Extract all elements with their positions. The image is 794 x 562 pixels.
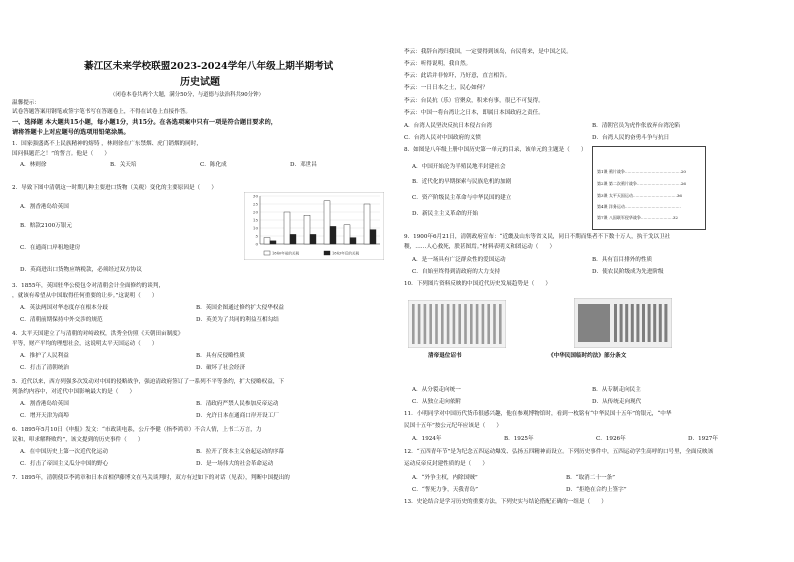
q11-stem-2: 民国十五年”按公元纪年应该是（ ）	[404, 423, 502, 429]
bar	[324, 201, 330, 244]
q5-stem-1: 5．近代以来，西方列强多次发动对中国的侵略战争，强迫清政府签订了一系列不平等条约，扩大侵略权益，下	[12, 379, 285, 385]
q4-stem-2: 平等，财产平均的理想社会，这说明太平天国运动（ ）	[12, 341, 158, 347]
constitution-text-column	[631, 304, 634, 342]
y-tick-label: 0	[255, 241, 258, 247]
q1-options	[20, 161, 380, 171]
q10-option-d[interactable]: D．从传统走向现代	[592, 399, 642, 405]
q8-option-c[interactable]: C．资产阶级民主革命与中华民国的建立	[412, 195, 512, 201]
bar	[270, 241, 276, 244]
q6-option-b[interactable]: B．拉开了资本主义奋起运动的序幕	[196, 449, 285, 455]
constitution-text-column	[620, 304, 623, 342]
dialogue-line-1: 李云：我辞台湾归我国，一定要得到该岛，台民将来，是中国之民。	[404, 49, 572, 55]
edict-text-column	[458, 304, 461, 344]
q10-option-b[interactable]: B．从专制走向民主	[592, 387, 641, 393]
dialogue-line-2: 李云：听得说明，我自然。	[404, 61, 472, 67]
bar	[284, 212, 290, 244]
q3-option-a[interactable]: A．英法两国对华态度存在根本分歧	[20, 305, 108, 311]
constitution-text-column	[659, 304, 662, 342]
tips-label: 温馨提示：	[12, 100, 40, 106]
q12-option-a[interactable]: A．“外争主权，内除国贼”	[412, 475, 478, 481]
q4-option-c[interactable]: C．打击了清朝统治	[20, 365, 70, 371]
q1-option-b[interactable]: B．关天培	[110, 162, 137, 168]
edict-text-column	[424, 304, 427, 344]
q8-option-a[interactable]: A．中国开始沦为半殖民地半封建社会	[412, 164, 506, 170]
dialogue-option-a[interactable]: A．台湾人民坚决反抗日本侵占台湾	[404, 123, 492, 129]
dialogue-line-6: 李云：中国一将台湾让之日本，即属日本国政府之责任。	[404, 110, 544, 116]
tariff-bar-chart	[244, 192, 384, 260]
constitution-text-column	[653, 304, 656, 342]
q13-stem: 13．史论结合是学习历史的重要方法，下列史实与结论搭配正确的一组是（ ）	[404, 499, 607, 505]
q11-stem-1: 11．小明同学对中国历代货币很感兴趣，他在参观博物馆时，看到一枚铭有“中华民国十五年”的银元，“中华	[404, 411, 672, 417]
toc-row: 第4课 洋务运动……………………………………	[597, 204, 681, 209]
q9-stem-1: 9．1900年6月21日，清朝政府宣布：“近畿及山东等省义民，同日不期而集者不下数十万人，执干戈以卫社	[404, 234, 671, 240]
edict-text-column	[429, 304, 432, 344]
constitution-cover	[578, 304, 610, 342]
edict-text-column	[418, 304, 421, 344]
q3-stem-1: 3．1855年，英国驻华公使包令对清朝会计全面修约的谈判，	[12, 283, 165, 289]
q11-option-b[interactable]: B．1925年	[504, 436, 534, 442]
q5-option-c[interactable]: C．增开天津为商埠	[20, 413, 70, 419]
q1-option-c[interactable]: C．陈化成	[200, 162, 227, 168]
y-tick-label: 5	[255, 233, 258, 239]
q2-stem: 2．导致下图中清朝这一时期几种主要进口货物（关税）变化的主要原因是（ ）	[12, 185, 217, 191]
image-caption-constitution: 《中华民国临时约法》部分条文	[548, 353, 627, 359]
edict-text-column	[476, 304, 479, 344]
q4-option-a[interactable]: A．推护了人民利益	[20, 353, 69, 359]
edict-text-column	[447, 304, 450, 344]
bar	[330, 226, 336, 244]
dialogue-option-d[interactable]: D．台湾人民的奋勇斗争与抗日	[592, 135, 670, 141]
bar	[350, 238, 356, 244]
q3-stem-2: ，就该有希望从中国取得任何重要的让步。”这说明（ ）	[12, 293, 158, 299]
y-tick-label: 10	[252, 225, 258, 231]
constitution-text-column	[625, 304, 628, 342]
q10-option-c[interactable]: C．从独立走向依附	[412, 399, 462, 405]
legend-swatch	[324, 251, 330, 255]
constitution-text-column	[664, 304, 667, 342]
q1-stem-1: 1．国家强盛离不上民族精神的熔铸 ，林则徐在广东禁烟、虎门销烟的同时，	[12, 141, 202, 147]
abdication-edict-image	[408, 300, 506, 348]
y-tick-label: 25	[252, 201, 258, 207]
dialogue-line-4: 李云：一日日本之土，民心如何？	[404, 85, 488, 91]
q9-stem-2: 稷，……人心救死，朕甚图焉。”材料表明义和团运动（ ）	[404, 244, 556, 250]
edict-text-column	[412, 304, 415, 344]
q5-option-d[interactable]: D．允许日本在通商口岸开设工厂	[196, 413, 279, 419]
q6-option-a[interactable]: A．在中国历史上第一次近代化运动	[20, 449, 108, 455]
table-of-contents-image	[592, 146, 706, 230]
edict-text-column	[453, 304, 456, 344]
q9-option-c[interactable]: C．自始至终得到清政府的大力支持	[412, 269, 501, 275]
q11-options	[412, 435, 782, 445]
q2-option-a[interactable]: A．割香港岛给英国	[20, 204, 69, 210]
q12-stem-1: 12．“五四青年节”是为纪念五四运动爆发、弘扬五四精神而设立。下列历史事件中，五四运动学生高呼的口号里，全面反映该	[404, 449, 714, 455]
q5-stem-2: 列条约内容中，对近代中国影响最大的是（ ）	[12, 389, 136, 395]
constitution-text-column	[642, 304, 645, 342]
edict-text-column	[464, 304, 467, 344]
legend-label: 1843年后的关税	[332, 251, 360, 256]
bar	[264, 238, 270, 244]
q8-stem: 8．如图是八年级上册中国历史第一单元的目录，该单元的主题是（ ）	[404, 147, 587, 153]
bar	[364, 204, 370, 244]
edict-text-column	[435, 304, 438, 344]
section1-heading: 一、选择题 本大题共15小题，每小题1分，共15分。在各选项案中只有一项是符合题目要求的，	[12, 119, 277, 126]
q1-option-a[interactable]: A．林则徐	[20, 162, 47, 168]
edict-text-column	[482, 304, 485, 344]
provisional-constitution-image	[574, 298, 672, 348]
edict-text-column	[470, 304, 473, 344]
constitution-text-column	[636, 304, 639, 342]
q3-option-b[interactable]: B．英国企图通过修约扩大侵华权益	[196, 305, 285, 311]
q11-option-a[interactable]: A．1924年	[412, 436, 442, 442]
q5-option-a[interactable]: A．割香港岛给英国	[20, 401, 69, 407]
bar	[310, 234, 316, 244]
q10-stem: 10．下列图片资料反映的中国近代历史发展趋势是（ ）	[404, 281, 551, 287]
y-tick-label: 30	[252, 193, 258, 199]
q1-option-d[interactable]: D．邓世昌	[290, 162, 317, 168]
image-caption-edict: 清帝退位诏书	[428, 353, 462, 359]
edict-text-column	[487, 304, 490, 344]
q9-option-b[interactable]: B．具有盲目排外的性质	[592, 257, 653, 263]
y-tick-label: 20	[252, 209, 258, 215]
edict-text-column	[493, 304, 496, 344]
q2-option-c[interactable]: C．在通商口岸租地建房	[20, 245, 81, 251]
legend-swatch	[264, 251, 270, 255]
dialogue-line-3: 李云：此话并非惊吓，乃好意，直言相告。	[404, 73, 511, 79]
constitution-text-column	[614, 304, 617, 342]
q6-stem-2: 议和，叩求解释败约”，该文提到的历史事件（ ）	[12, 437, 144, 443]
toc-row: 第2课 第二次鸦片战争……………………………26	[597, 181, 686, 186]
q4-option-d[interactable]: D．破坏了社会经济	[196, 365, 246, 371]
chart-frame	[244, 192, 384, 260]
dialogue-option-c[interactable]: C．台湾人民对中国政府的义愤	[404, 135, 481, 141]
dialogue-option-b[interactable]: B．清朝官员为虎作伥放弃台湾沦陷	[592, 123, 681, 129]
q12-option-d[interactable]: D．“拒绝在合约上签字”	[566, 487, 627, 493]
tips-text: 试卷答题答案用钢笔或签字笔书写在答题卷上，不得在试卷上直接作答。	[12, 109, 192, 115]
q6-option-d[interactable]: D．是一场伟大的社会革命运动	[196, 461, 274, 467]
legend-label: 1840年前的关税	[272, 251, 300, 256]
q7-stem: 7．1895年，清朝使臣李鸿章和日本首相伊藤博文在马关谈判时，双方有过如下的对话（见表），判断中国提出的	[12, 475, 290, 481]
section1-heading2: 请将答题卡上对应题号的选项用铅笔涂黑。	[12, 129, 130, 136]
q12-option-b[interactable]: B．“取消二十一条”	[566, 475, 615, 481]
q3-option-c[interactable]: C．清朝前期保持中外交涉的规范	[20, 317, 103, 323]
q12-stem-2: 运动反帝反封建性质的是（ ）	[404, 461, 488, 467]
q9-option-d[interactable]: D．使农民阶级成为先进阶级	[592, 269, 664, 275]
toc-row: 第1课 鸦片战争……………………………………20	[597, 169, 686, 174]
q10-option-a[interactable]: A．从分裂走向统一	[412, 387, 461, 393]
q6-stem-1: 6．1895年5月10日《申报》发文：“市政读电系，公斤李健（指李鸿章）不合人情，上书二万言，力	[12, 427, 262, 433]
q1-stem-2: 国问俱题茫之！”的誓言。他是（ ）	[12, 151, 110, 157]
q2-option-d[interactable]: D．英商进出口货物应纳税款，必须经过双方协议	[20, 267, 142, 273]
q3-option-d[interactable]: D．英美为了共同的利益互相勾结	[196, 317, 279, 323]
exam-subtitle: 历史试题	[180, 77, 220, 88]
y-tick-label: 15	[252, 217, 258, 223]
toc-row: 第7课 八国联军侵华战争……………………32	[597, 215, 678, 220]
q4-option-b[interactable]: B．具有反侵略性质	[196, 353, 245, 359]
q11-option-d[interactable]: D．1927年	[688, 436, 718, 442]
edict-text-column	[441, 304, 444, 344]
q6-option-c[interactable]: C．打击了帝国主义瓜分中国的野心	[20, 461, 109, 467]
q11-option-c[interactable]: C．1926年	[596, 436, 626, 442]
constitution-text-column	[648, 304, 651, 342]
bar	[344, 225, 350, 244]
bar	[290, 234, 296, 244]
q12-option-c[interactable]: C．“誓死力争，天我青岛”	[412, 487, 478, 493]
bar	[370, 230, 376, 244]
q4-stem-1: 4．太平天国建立了与清朝的对峙政权，洪秀全仿照《天朝田亩制度》	[12, 331, 184, 337]
toc-row: 第3课 太平天国运动……………………………36	[597, 193, 682, 198]
q2-option-b[interactable]: B．赔款2100万银元	[20, 223, 72, 229]
q5-option-b[interactable]: B．清政府严禁人民参加反帝运动	[196, 401, 279, 407]
bar	[304, 215, 310, 244]
exam-title: 綦江区未来学校联盟2023-2024学年八年级上期半期考试	[84, 61, 334, 72]
exam-note: （闭卷本卷共两个大题，满分50分，与道德与法治科共90分钟）	[110, 92, 264, 98]
q8-option-b[interactable]: B．近代化的早期探索与民族危机的加剧	[412, 179, 512, 185]
q8-option-d[interactable]: D．新民主主义革命的开始	[412, 211, 479, 217]
q9-option-a[interactable]: A．是一场具有广泛群众性的爱国运动	[412, 257, 506, 263]
dialogue-line-5: 李云：台民抗（乐）官聚众，积来有事，很已不可复得。	[404, 98, 544, 104]
edict-text-column	[499, 304, 502, 344]
